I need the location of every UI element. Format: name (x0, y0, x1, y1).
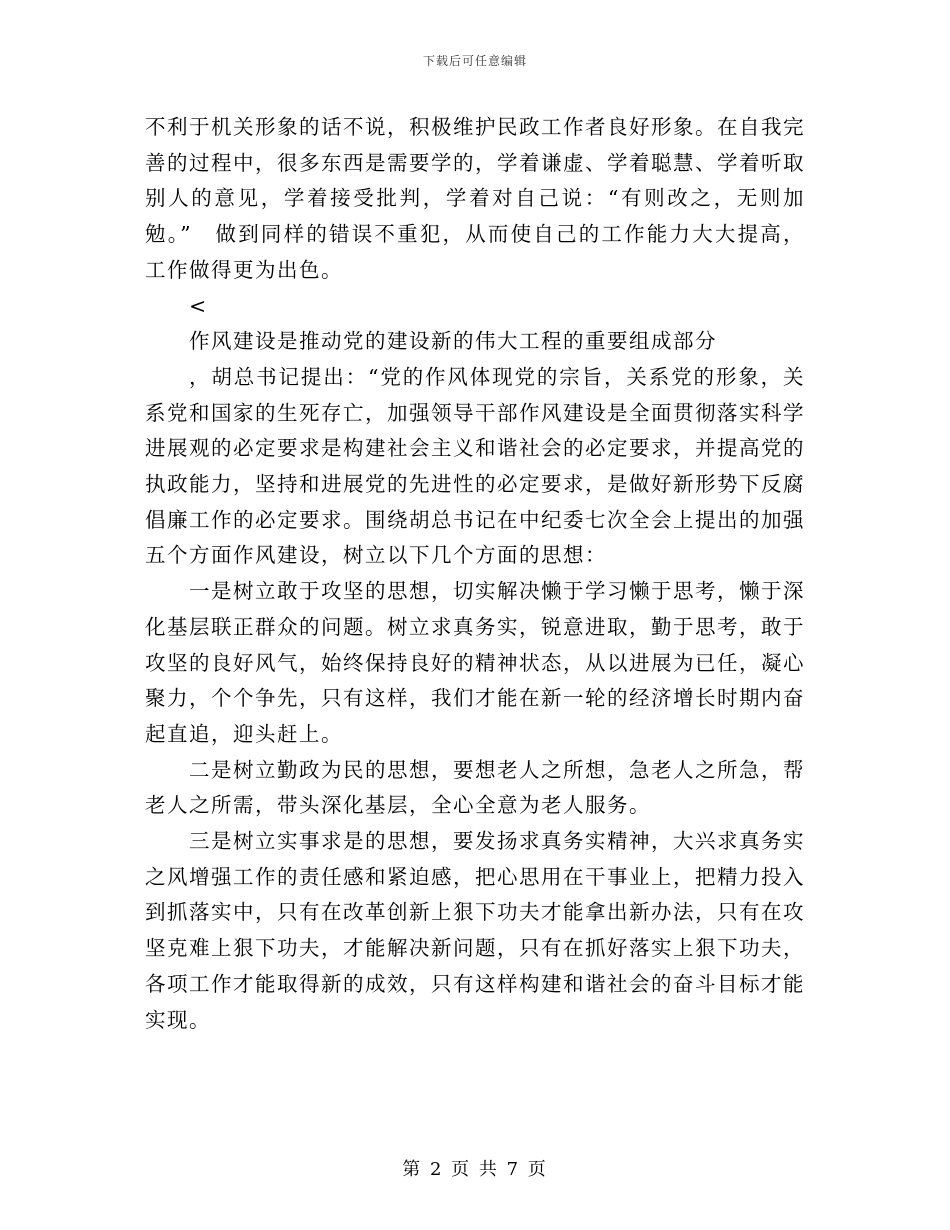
page-header: 下载后可任意编辑 (422, 54, 527, 68)
paragraph-6: 二是树立勤政为民的思想，要想老人之所想，急老人之所急，帮老人之所需，带头深化基层，全心全意为老人服务。 (145, 757, 805, 818)
paragraph-7: 三是树立实事求是的思想，要发扬求真务实精神，大兴求真务实之风增强工作的责任感和紧迫感，把心思用在干事业上，把精力投入到抓落实中，只有在改革创新上狠下功夫才能拿出新办法，只有在攻坚克难上狠下功夫，才能解决新问题，只有在抓好落实上狠下功夫，各项工作才能取得新的成效，只有这样构建和谐社会的奋斗目标才能实现。 (145, 829, 805, 1032)
page-number: 第 2 页 共 7 页 (402, 1159, 548, 1180)
paragraph-4: ，胡总书记提出：“党的作风体现党的宗旨，关系党的形象，关系党和国家的生死存亡，加强领导干部作风建设是全面贯彻落实科学进展观的必定要求是构建社会主义和谐社会的必定要求，并提高党的执政能力，坚持和进展党的先进性的必定要求，是做好新形势下反腐倡廉工作的必定要求。围绕胡总书记在中纪委七次全会上提出的加强五个方面作风建设，树立以下几个方面的思想： (145, 364, 805, 568)
paragraph-5: 一是树立敢于攻坚的思想，切实解决懒于学习懒于思考，懒于深化基层联正群众的问题。树立求真务实，锐意进取，勤于思考，敢于攻坚的良好风气，始终保持良好的精神状态，从以进展为已任，凝心聚力，个个争先，只有这样，我们才能在新一轮的经济增长时期内奋起直追，迎头赶上。 (145, 579, 805, 746)
paragraph-1: 不利于机关形象的话不说，积极维护民政工作者良好形象。在自我完善的过程中，很多东西是需要学的，学着谦虚、学着聪慧、学着听取别人的意见，学着接受批判，学着对自己说：“有则改之，无则加勉。” 做到同样的错误不重犯，从而使自己的工作能力大大提高，工作做得更为出色。 (145, 115, 805, 282)
paragraph-3: 作风建设是推动党的建设新的伟大工程的重要组成部分 (189, 329, 717, 354)
document-body (145, 110, 805, 1038)
paragraph-2: < (189, 293, 208, 318)
